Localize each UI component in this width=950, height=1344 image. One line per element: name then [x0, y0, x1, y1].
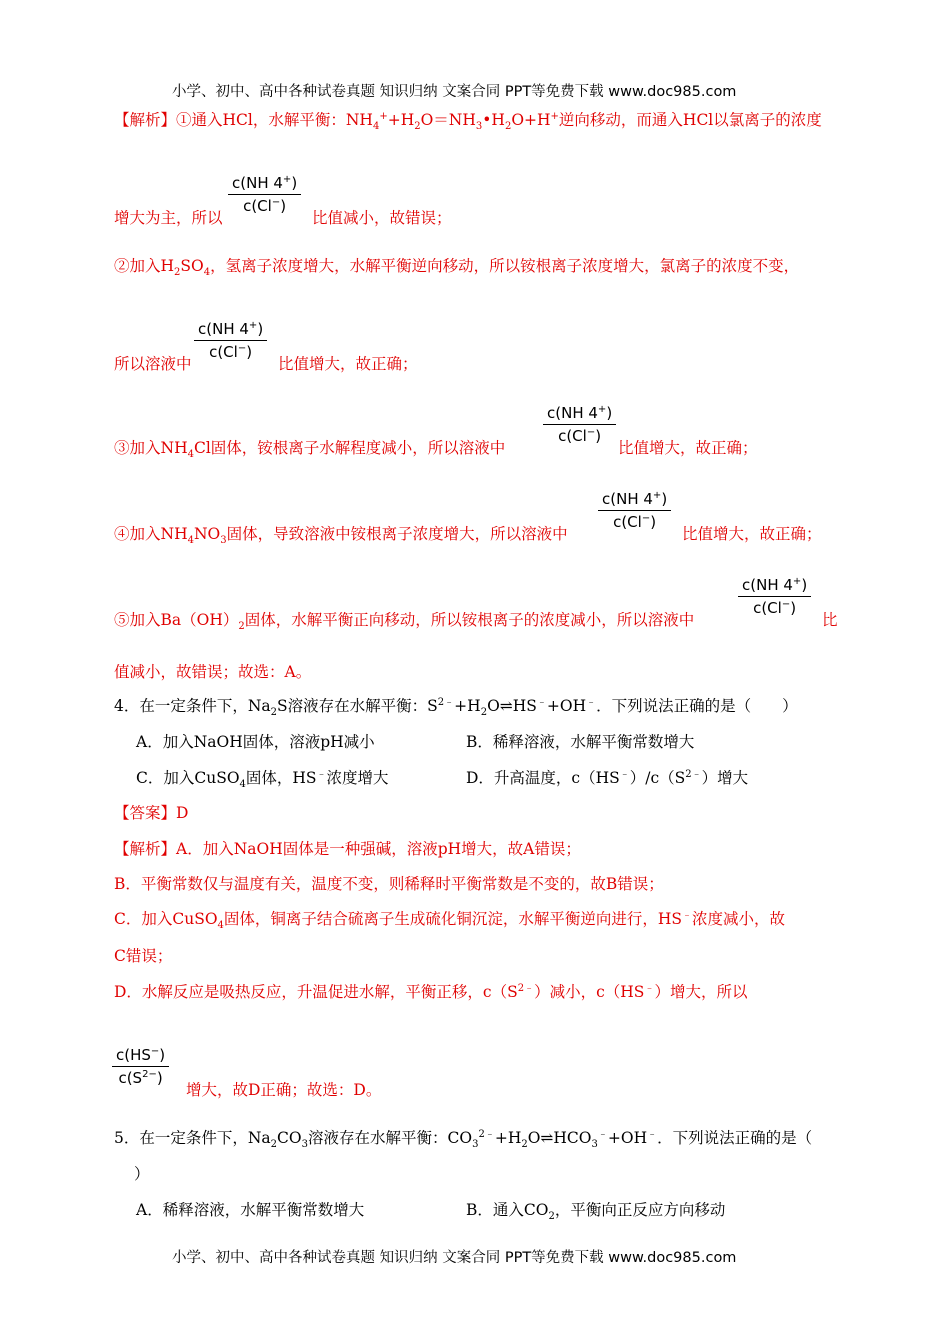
- q3-explanation-line-3: [114, 438, 506, 461]
- q3-explanation-line-5-cont: 值减小，故错误；故选：A。: [114, 663, 312, 681]
- text: ．下列说法正确的是（: [657, 1129, 813, 1147]
- sup: ﹣: [586, 696, 597, 708]
- sup: +: [282, 174, 292, 185]
- sub: 4: [372, 121, 380, 133]
- text: ): [606, 404, 613, 422]
- text: 固体，水解平衡正向移动，所以铵根离子的浓度减小，所以溶液中: [244, 611, 695, 629]
- text: +OH: [607, 1129, 648, 1147]
- q4-answer: 【答案】D: [114, 804, 189, 822]
- q3-explanation-line-5: [114, 610, 695, 633]
- text: c(Cl: [243, 197, 272, 215]
- q5-option-b[interactable]: [466, 1200, 726, 1223]
- fraction-nh4-cl: [738, 574, 811, 619]
- text: ）/c（S: [629, 769, 686, 787]
- fraction-nh4-cl: [228, 172, 301, 217]
- q5-stem: [114, 1128, 813, 1151]
- text: ④加入NH: [114, 525, 188, 543]
- q3-explanation-line-2-post: 比值增大，故正确；: [278, 355, 418, 373]
- q3-explanation-line-1-post: 比值减小，故错误；: [312, 209, 452, 227]
- sub: 2: [548, 1211, 555, 1223]
- sup: 2﹣: [517, 982, 535, 994]
- sup: −: [781, 599, 791, 610]
- text: ): [291, 174, 298, 192]
- text: ): [801, 576, 808, 594]
- text: ①通入HCl，水解平衡：NH: [176, 111, 373, 129]
- text: O+H: [511, 111, 551, 129]
- text: ）增大: [701, 769, 749, 787]
- sup: 2﹣: [685, 768, 702, 780]
- sup: ﹣: [619, 768, 630, 780]
- sup: −: [586, 427, 596, 438]
- text: ）减小，c（HS: [534, 983, 645, 1001]
- sub: 2: [521, 1139, 528, 1151]
- sub: 3: [475, 121, 483, 133]
- sup: −: [641, 513, 651, 524]
- analysis-tag: 【解析】: [114, 111, 177, 129]
- sub: 3: [220, 535, 227, 547]
- fraction-numerator: [228, 172, 301, 195]
- q3-explanation-line-1-pre: 增大为主，所以: [114, 209, 223, 227]
- sup: ﹣: [682, 909, 693, 921]
- sup: 2﹣: [478, 1128, 495, 1140]
- text: 浓度减小，故: [692, 910, 786, 928]
- text: 逆向移动，而通入HCl以氯离子的浓度: [558, 111, 822, 129]
- text: ②加入H: [114, 257, 175, 275]
- q4-option-b[interactable]: B．稀释溶液，水解平衡常数增大: [466, 733, 695, 751]
- text: ): [595, 427, 602, 445]
- fraction-denominator: [738, 597, 811, 619]
- text: A．加入NaOH固体是一种强碱，溶液pH增大，故A错误；: [176, 840, 581, 858]
- text: 固体，导致溶液中铵根离子浓度增大，所以溶液中: [226, 525, 568, 543]
- sub: 3: [301, 1139, 308, 1151]
- text: 固体，铜离子结合硫离子生成硫化铜沉淀，水解平衡逆向进行，HS: [223, 910, 683, 928]
- sup: +: [550, 110, 559, 122]
- text: ): [280, 197, 287, 215]
- q3-explanation-line-2-pre: 所以溶液中: [114, 355, 192, 373]
- sub: 4: [187, 449, 194, 461]
- text: ): [661, 490, 668, 508]
- text: ③加入NH: [114, 439, 188, 457]
- sup: ﹣: [316, 768, 327, 780]
- text: 5．在一定条件下，Na: [114, 1129, 271, 1147]
- text: C．加入CuSO: [114, 910, 218, 928]
- q4-explanation-c: [114, 909, 786, 932]
- q3-explanation-line-1: [114, 110, 822, 133]
- text: ．下列说法正确的是（ ）: [596, 697, 798, 715]
- q5-stem-cont: ）: [134, 1165, 150, 1183]
- fraction-numerator: [598, 488, 671, 511]
- text: NO: [193, 525, 221, 543]
- sup: −: [150, 1046, 160, 1057]
- text: 固体，HS: [245, 769, 317, 787]
- sup: +: [792, 576, 802, 587]
- q4-explanation-a: [114, 839, 581, 859]
- text: +H: [494, 1129, 522, 1147]
- sub: 2: [414, 121, 421, 133]
- sup: ﹣: [597, 1128, 608, 1140]
- fraction-hs-s2: [112, 1044, 169, 1089]
- text: CO: [277, 1129, 302, 1147]
- text: S溶液存在水解平衡：S: [277, 697, 438, 715]
- sub: 4: [217, 920, 224, 932]
- fraction-denominator: [112, 1067, 169, 1089]
- sub: 2: [504, 121, 512, 133]
- q5-option-a[interactable]: A．稀释溶液，水解平衡常数增大: [136, 1201, 365, 1219]
- text: c(S: [118, 1069, 143, 1087]
- text: SO: [180, 257, 204, 275]
- text: c(Cl: [753, 599, 782, 617]
- q4-stem: [114, 696, 798, 719]
- sup: −: [271, 197, 281, 208]
- text: c(NH 4: [232, 174, 283, 192]
- fraction-nh4-cl: [194, 318, 267, 363]
- page-header: 小学、初中、高中各种试卷真题 知识归纳 文案合同 PPT等免费下载 www.doc985.com: [172, 84, 737, 100]
- q4-explanation-b: B．平衡常数仅与温度有关，温度不变，则稀释时平衡常数是不变的，故B错误；: [114, 875, 664, 893]
- text: 溶液存在水解平衡：CO: [308, 1129, 473, 1147]
- fraction-nh4-cl: [543, 402, 616, 447]
- fraction-numerator: [112, 1044, 169, 1067]
- text: ）增大，所以: [654, 983, 748, 1001]
- text: +OH: [546, 697, 587, 715]
- fraction-numerator: [543, 402, 616, 425]
- sub: 4: [203, 267, 211, 279]
- sup: ﹣: [644, 982, 655, 994]
- text: ): [246, 343, 253, 361]
- text: 浓度增大: [326, 769, 389, 787]
- sub: 2: [174, 267, 181, 279]
- q3-explanation-line-3-post: 比值增大，故正确；: [618, 439, 758, 457]
- q3-explanation-line-2: [114, 256, 800, 279]
- analysis-tag: 【解析】: [114, 840, 177, 858]
- text: c(NH 4: [547, 404, 598, 422]
- text: ⑤加入Ba（OH）: [114, 611, 239, 629]
- fraction-denominator: [598, 511, 671, 533]
- text: c(Cl: [209, 343, 238, 361]
- page-footer: 小学、初中、高中各种试卷真题 知识归纳 文案合同 PPT等免费下载 www.doc985.com: [172, 1250, 737, 1266]
- q4-option-a[interactable]: A．加入NaOH固体，溶液pH减小: [136, 733, 375, 751]
- sup: −: [237, 343, 247, 354]
- q4-explanation-d: [114, 982, 747, 1002]
- fraction-numerator: [738, 574, 811, 597]
- sup: ﹣: [536, 696, 547, 708]
- fraction-numerator: [194, 318, 267, 341]
- q4-explanation-d-post: 增大，故D正确；故选：D。: [186, 1081, 382, 1099]
- text: c(NH 4: [602, 490, 653, 508]
- q4-explanation-c-cont: C错误；: [114, 947, 173, 965]
- fraction-nh4-cl: [598, 488, 671, 533]
- text: ): [650, 513, 657, 531]
- text: C．加入CuSO: [136, 769, 240, 787]
- q3-explanation-line-5-post: 比: [822, 611, 838, 629]
- text: 4．在一定条件下，Na: [114, 697, 271, 715]
- text: +H: [454, 697, 481, 715]
- text: D．升高温度，c（HS: [466, 769, 620, 787]
- text: +H: [387, 111, 415, 129]
- text: c(Cl: [613, 513, 642, 531]
- text: c(NH 4: [742, 576, 793, 594]
- sup: +: [379, 110, 388, 122]
- text: •H: [482, 111, 505, 129]
- sup: ﹣: [647, 1128, 658, 1140]
- fraction-denominator: [228, 195, 301, 217]
- sup: 2﹣: [437, 696, 455, 708]
- sub: 2: [238, 621, 245, 633]
- text: O⇌HCO: [527, 1129, 592, 1147]
- sub: 2: [270, 707, 278, 719]
- sup: 2−: [142, 1069, 157, 1080]
- text: ): [159, 1046, 166, 1064]
- sub: 4: [239, 779, 246, 791]
- text: c(NH 4: [198, 320, 249, 338]
- sub: 3: [472, 1139, 479, 1151]
- q4-option-c[interactable]: [136, 768, 389, 791]
- q3-explanation-line-4-post: 比值增大，故正确；: [682, 525, 822, 543]
- fraction-denominator: [543, 425, 616, 447]
- sup: +: [652, 490, 662, 501]
- text: c(Cl: [558, 427, 587, 445]
- q4-option-d[interactable]: [466, 768, 748, 788]
- text: ，氢离子浓度增大，水解平衡逆向移动，所以铵根离子浓度增大，氯离子的浓度不变，: [210, 257, 800, 275]
- text: D．水解反应是吸热反应，升温促进水解，平衡正移，c（S: [114, 983, 518, 1001]
- sup: +: [597, 404, 607, 415]
- fraction-denominator: [194, 341, 267, 363]
- sub: 2: [270, 1139, 278, 1151]
- text: O＝NH: [420, 111, 476, 129]
- sub: 2: [480, 707, 488, 719]
- text: Cl固体，铵根离子水解程度减小，所以溶液中: [193, 439, 506, 457]
- text: ，平衡向正反应方向移动: [554, 1201, 726, 1219]
- text: B．通入CO: [466, 1201, 549, 1219]
- sub: 4: [187, 535, 194, 547]
- q3-explanation-line-4: [114, 524, 568, 547]
- sup: +: [248, 320, 258, 331]
- text: ): [790, 599, 797, 617]
- text: c(HS: [116, 1046, 151, 1064]
- sub: 3: [591, 1139, 598, 1151]
- text: ): [156, 1069, 163, 1087]
- text: O⇌HS: [487, 697, 537, 715]
- text: ): [257, 320, 264, 338]
